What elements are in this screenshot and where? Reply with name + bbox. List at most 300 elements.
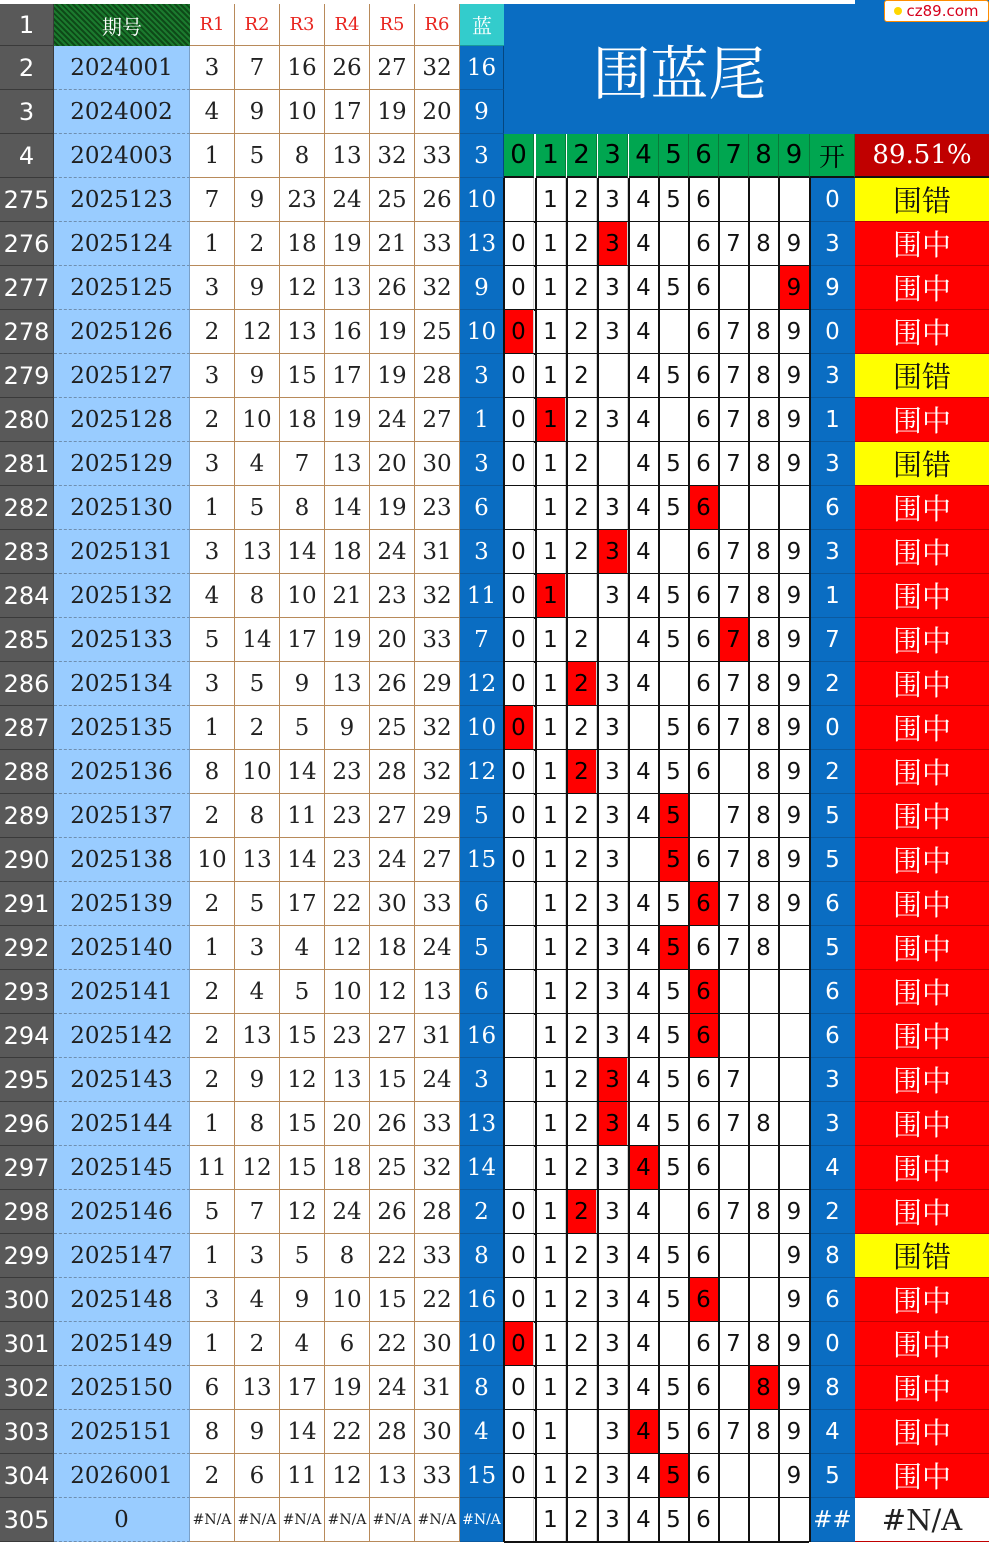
digit-cell[interactable] (567, 574, 597, 618)
red-number-cell[interactable]: 13 (235, 1014, 280, 1058)
digit-cell[interactable] (629, 706, 659, 750)
digit-cell[interactable]: 7 (719, 926, 749, 970)
row-header[interactable]: 285 (0, 618, 54, 662)
row-header[interactable]: 296 (0, 1102, 54, 1146)
digit-cell[interactable]: 7 (719, 530, 749, 574)
period-cell[interactable]: 2025134 (54, 662, 190, 706)
digit-cell[interactable]: 3 (598, 838, 628, 882)
red-number-cell[interactable]: 2 (235, 706, 280, 750)
red-number-cell[interactable]: 14 (235, 618, 280, 662)
digit-cell[interactable]: 3 (598, 970, 628, 1014)
digit-cell[interactable]: 1 (536, 838, 566, 882)
period-cell[interactable]: 2025149 (54, 1322, 190, 1366)
result-cell[interactable]: 围中 (855, 530, 989, 574)
digit-cell[interactable]: 3 (598, 1366, 628, 1410)
result-cell[interactable]: 围错 (855, 442, 989, 486)
period-cell[interactable]: 2025141 (54, 970, 190, 1014)
digit-cell[interactable]: 6 (689, 926, 719, 970)
digit-cell[interactable]: 3 (598, 662, 628, 706)
red-number-cell[interactable]: 5 (280, 706, 325, 750)
result-cell[interactable]: 围错 (855, 1234, 989, 1278)
digit-cell[interactable]: 9 (779, 442, 810, 486)
digit-header-1[interactable]: 1 (536, 134, 566, 178)
red-number-cell[interactable]: 2 (190, 310, 235, 354)
red-number-cell[interactable]: 24 (325, 1190, 370, 1234)
digit-header-6[interactable]: 6 (689, 134, 719, 178)
digit-header-4[interactable]: 4 (629, 134, 659, 178)
red-number-cell[interactable]: #N/A (325, 1498, 370, 1542)
digit-cell[interactable]: 8 (749, 750, 779, 794)
digit-header-7[interactable]: 7 (719, 134, 749, 178)
period-cell[interactable]: 2025136 (54, 750, 190, 794)
digit-cell[interactable]: 1 (536, 266, 566, 310)
row-header[interactable]: 290 (0, 838, 54, 882)
digit-cell[interactable]: 6 (689, 1278, 719, 1322)
digit-cell[interactable]: 6 (689, 662, 719, 706)
red-number-cell[interactable]: 9 (235, 178, 280, 222)
row-header[interactable]: 279 (0, 354, 54, 398)
digit-cell[interactable]: 5 (659, 1102, 689, 1146)
row-header[interactable]: 275 (0, 178, 54, 222)
red-number-cell[interactable]: 9 (235, 354, 280, 398)
result-cell[interactable]: 围中 (855, 706, 989, 750)
digit-cell[interactable]: 4 (629, 750, 659, 794)
digit-cell[interactable]: 8 (749, 310, 779, 354)
row-header[interactable]: 287 (0, 706, 54, 750)
digit-cell[interactable]: 2 (567, 662, 597, 706)
open-number-cell[interactable]: 8 (810, 1234, 855, 1278)
red-number-cell[interactable]: 13 (325, 134, 370, 178)
red-number-cell[interactable]: 15 (280, 1146, 325, 1190)
open-number-cell[interactable]: 0 (810, 310, 855, 354)
result-cell[interactable]: 围中 (855, 1102, 989, 1146)
red-number-cell[interactable]: 25 (370, 178, 415, 222)
digit-cell[interactable]: 6 (689, 1102, 719, 1146)
digit-cell[interactable]: 4 (629, 354, 659, 398)
digit-cell[interactable]: 6 (689, 1454, 719, 1498)
period-cell[interactable]: 2025123 (54, 178, 190, 222)
red-number-cell[interactable]: 24 (370, 838, 415, 882)
digit-cell[interactable]: 3 (598, 1234, 628, 1278)
red-number-cell[interactable]: 27 (370, 46, 415, 90)
open-number-cell[interactable]: 5 (810, 838, 855, 882)
result-cell[interactable]: 围中 (855, 1454, 989, 1498)
digit-cell[interactable]: 6 (689, 1146, 719, 1190)
digit-cell[interactable]: 5 (659, 1014, 689, 1058)
red-number-cell[interactable]: 1 (190, 926, 235, 970)
red-number-cell[interactable]: 9 (235, 1410, 280, 1454)
red-number-cell[interactable]: 13 (325, 1058, 370, 1102)
red-number-cell[interactable]: 19 (370, 354, 415, 398)
digit-cell[interactable] (504, 1014, 534, 1058)
digit-cell[interactable] (749, 970, 779, 1014)
red-number-cell[interactable]: 31 (415, 1014, 460, 1058)
blue-number-cell[interactable]: 10 (460, 310, 504, 354)
red-number-cell[interactable]: 32 (415, 1146, 460, 1190)
red-number-cell[interactable]: 24 (370, 398, 415, 442)
digit-cell[interactable]: 1 (536, 882, 566, 926)
digit-cell[interactable]: 9 (779, 1234, 810, 1278)
row-header[interactable]: 293 (0, 970, 54, 1014)
digit-cell[interactable]: 6 (689, 222, 719, 266)
digit-cell[interactable] (719, 1146, 749, 1190)
digit-cell[interactable] (719, 1498, 749, 1542)
red-number-cell[interactable]: 22 (325, 882, 370, 926)
blue-number-cell[interactable]: 2 (460, 1190, 504, 1234)
digit-cell[interactable]: 7 (719, 618, 749, 662)
result-cell[interactable]: 围中 (855, 1058, 989, 1102)
digit-cell[interactable]: 4 (629, 1322, 659, 1366)
digit-cell[interactable]: 2 (567, 266, 597, 310)
open-number-cell[interactable]: 3 (810, 354, 855, 398)
row-header[interactable]: 276 (0, 222, 54, 266)
digit-cell[interactable] (779, 1014, 810, 1058)
digit-cell[interactable]: 8 (749, 574, 779, 618)
red-number-cell[interactable]: 1 (190, 222, 235, 266)
red-number-cell[interactable]: 23 (280, 178, 325, 222)
digit-cell[interactable] (749, 1146, 779, 1190)
red-number-cell[interactable]: 25 (415, 310, 460, 354)
red-number-cell[interactable]: 10 (235, 750, 280, 794)
result-cell[interactable]: 围中 (855, 1322, 989, 1366)
digit-cell[interactable] (629, 838, 659, 882)
red-number-cell[interactable]: 4 (280, 1322, 325, 1366)
red-number-cell[interactable]: 1 (190, 1234, 235, 1278)
open-number-cell[interactable]: 0 (810, 706, 855, 750)
digit-cell[interactable]: 1 (536, 178, 566, 222)
red-number-cell[interactable]: 8 (190, 1410, 235, 1454)
digit-cell[interactable]: 1 (536, 750, 566, 794)
digit-cell[interactable]: 8 (749, 1102, 779, 1146)
red-number-cell[interactable]: 8 (280, 134, 325, 178)
row-header[interactable]: 2 (0, 46, 54, 90)
digit-cell[interactable]: 9 (779, 266, 810, 310)
period-cell[interactable]: 0 (54, 1498, 190, 1542)
digit-cell[interactable]: 7 (719, 310, 749, 354)
digit-cell[interactable]: 3 (598, 1014, 628, 1058)
digit-cell[interactable]: 1 (536, 1454, 566, 1498)
digit-cell[interactable] (719, 1014, 749, 1058)
red-number-cell[interactable]: 8 (235, 794, 280, 838)
digit-cell[interactable]: 1 (536, 1498, 566, 1542)
red-number-cell[interactable]: 7 (235, 46, 280, 90)
red-number-cell[interactable]: 29 (415, 662, 460, 706)
red-number-cell[interactable]: 28 (370, 750, 415, 794)
row-header[interactable]: 286 (0, 662, 54, 706)
row-header[interactable]: 288 (0, 750, 54, 794)
period-cell[interactable]: 2025132 (54, 574, 190, 618)
open-number-cell[interactable]: 0 (810, 1322, 855, 1366)
digit-cell[interactable]: 3 (598, 1410, 628, 1454)
red-number-cell[interactable]: 32 (415, 46, 460, 90)
red-number-cell[interactable]: 26 (370, 266, 415, 310)
row-header[interactable]: 302 (0, 1366, 54, 1410)
red-number-cell[interactable]: 3 (190, 354, 235, 398)
r-header-4[interactable]: R4 (325, 4, 370, 46)
red-number-cell[interactable]: 2 (235, 222, 280, 266)
digit-cell[interactable] (749, 1454, 779, 1498)
red-number-cell[interactable]: 23 (325, 750, 370, 794)
red-number-cell[interactable]: 26 (370, 662, 415, 706)
red-number-cell[interactable]: 10 (280, 90, 325, 134)
digit-cell[interactable]: 7 (719, 662, 749, 706)
digit-cell[interactable]: 9 (779, 1366, 810, 1410)
digit-cell[interactable]: 3 (598, 706, 628, 750)
digit-cell[interactable]: 9 (779, 618, 810, 662)
digit-cell[interactable]: 9 (779, 354, 810, 398)
digit-cell[interactable]: 3 (598, 398, 628, 442)
row-header[interactable]: 292 (0, 926, 54, 970)
digit-cell[interactable]: 0 (504, 618, 534, 662)
red-number-cell[interactable]: 28 (415, 1190, 460, 1234)
digit-cell[interactable]: 1 (536, 1278, 566, 1322)
result-cell[interactable]: 围中 (855, 750, 989, 794)
period-cell[interactable]: 2025142 (54, 1014, 190, 1058)
red-number-cell[interactable]: 18 (280, 398, 325, 442)
digit-cell[interactable] (779, 178, 810, 222)
digit-cell[interactable]: 0 (504, 266, 534, 310)
digit-cell[interactable] (779, 970, 810, 1014)
r-header-2[interactable]: R2 (235, 4, 280, 46)
digit-cell[interactable]: 2 (567, 1190, 597, 1234)
open-number-cell[interactable]: 6 (810, 970, 855, 1014)
red-number-cell[interactable]: #N/A (280, 1498, 325, 1542)
row-header[interactable]: 281 (0, 442, 54, 486)
digit-cell[interactable]: 8 (749, 618, 779, 662)
red-number-cell[interactable]: 10 (190, 838, 235, 882)
digit-cell[interactable]: 3 (598, 750, 628, 794)
digit-cell[interactable]: 2 (567, 1234, 597, 1278)
r-header-5[interactable]: R5 (370, 4, 415, 46)
blue-number-cell[interactable]: 1 (460, 398, 504, 442)
digit-cell[interactable] (659, 222, 689, 266)
red-number-cell[interactable]: 14 (280, 530, 325, 574)
digit-cell[interactable] (749, 486, 779, 530)
digit-cell[interactable]: 6 (689, 1366, 719, 1410)
period-cell[interactable]: 2025145 (54, 1146, 190, 1190)
red-number-cell[interactable]: 28 (415, 354, 460, 398)
digit-cell[interactable]: 5 (659, 706, 689, 750)
red-number-cell[interactable]: 2 (190, 398, 235, 442)
digit-cell[interactable]: 7 (719, 398, 749, 442)
digit-cell[interactable]: 3 (598, 486, 628, 530)
digit-cell[interactable]: 7 (719, 354, 749, 398)
digit-cell[interactable]: 6 (689, 1322, 719, 1366)
blue-number-cell[interactable]: 14 (460, 1146, 504, 1190)
result-cell[interactable]: 围中 (855, 1278, 989, 1322)
digit-cell[interactable]: 2 (567, 1146, 597, 1190)
row-header[interactable]: 282 (0, 486, 54, 530)
digit-cell[interactable] (659, 662, 689, 706)
digit-cell[interactable]: 0 (504, 838, 534, 882)
red-number-cell[interactable]: 33 (415, 134, 460, 178)
digit-cell[interactable]: 7 (719, 882, 749, 926)
open-number-cell[interactable]: 1 (810, 398, 855, 442)
digit-cell[interactable] (719, 1278, 749, 1322)
digit-cell[interactable]: 1 (536, 222, 566, 266)
red-number-cell[interactable]: 3 (235, 1234, 280, 1278)
period-cell[interactable]: 2024002 (54, 90, 190, 134)
blue-number-cell[interactable]: 12 (460, 750, 504, 794)
digit-cell[interactable]: 5 (659, 970, 689, 1014)
digit-cell[interactable]: 9 (779, 882, 810, 926)
red-number-cell[interactable]: 17 (280, 882, 325, 926)
digit-cell[interactable]: 2 (567, 486, 597, 530)
digit-cell[interactable]: 4 (629, 1102, 659, 1146)
row-header[interactable]: 299 (0, 1234, 54, 1278)
period-cell[interactable]: 2025131 (54, 530, 190, 574)
red-number-cell[interactable]: 25 (370, 1146, 415, 1190)
digit-cell[interactable]: 1 (536, 1322, 566, 1366)
red-number-cell[interactable]: 10 (325, 970, 370, 1014)
red-number-cell[interactable]: 5 (280, 970, 325, 1014)
blue-number-cell[interactable]: 3 (460, 1058, 504, 1102)
digit-cell[interactable]: 0 (504, 750, 534, 794)
digit-cell[interactable]: 6 (689, 398, 719, 442)
digit-cell[interactable]: 3 (598, 794, 628, 838)
digit-cell[interactable]: 6 (689, 838, 719, 882)
digit-cell[interactable]: 7 (719, 1102, 749, 1146)
r-header-6[interactable]: R6 (415, 4, 460, 46)
blue-number-cell[interactable]: 4 (460, 1410, 504, 1454)
digit-cell[interactable]: 4 (629, 1234, 659, 1278)
digit-cell[interactable]: 6 (689, 1234, 719, 1278)
blue-number-cell[interactable]: 16 (460, 46, 504, 90)
blue-number-cell[interactable]: 3 (460, 442, 504, 486)
red-number-cell[interactable]: 25 (370, 706, 415, 750)
digit-cell[interactable]: 4 (629, 530, 659, 574)
row-header[interactable]: 294 (0, 1014, 54, 1058)
digit-cell[interactable]: 4 (629, 1410, 659, 1454)
red-number-cell[interactable]: 12 (235, 310, 280, 354)
digit-cell[interactable]: 1 (536, 794, 566, 838)
row-header[interactable]: 298 (0, 1190, 54, 1234)
period-cell[interactable]: 2024003 (54, 134, 190, 178)
open-number-cell[interactable]: 7 (810, 618, 855, 662)
red-number-cell[interactable]: 32 (415, 266, 460, 310)
period-cell[interactable]: 2024001 (54, 46, 190, 90)
blue-number-cell[interactable]: 13 (460, 1102, 504, 1146)
red-number-cell[interactable]: 26 (370, 1190, 415, 1234)
digit-cell[interactable]: 5 (659, 266, 689, 310)
red-number-cell[interactable]: 13 (325, 662, 370, 706)
digit-cell[interactable]: 4 (629, 266, 659, 310)
red-number-cell[interactable]: 17 (280, 618, 325, 662)
red-number-cell[interactable]: 19 (325, 1366, 370, 1410)
red-number-cell[interactable]: 24 (370, 1366, 415, 1410)
row-header[interactable]: 297 (0, 1146, 54, 1190)
digit-cell[interactable] (659, 1322, 689, 1366)
digit-cell[interactable]: 1 (536, 1102, 566, 1146)
digit-cell[interactable]: 0 (504, 1234, 534, 1278)
blue-number-cell[interactable]: 7 (460, 618, 504, 662)
digit-cell[interactable]: 2 (567, 1278, 597, 1322)
red-number-cell[interactable]: 6 (325, 1322, 370, 1366)
red-number-cell[interactable]: 19 (325, 618, 370, 662)
red-number-cell[interactable]: 12 (235, 1146, 280, 1190)
open-number-cell[interactable]: 5 (810, 926, 855, 970)
red-number-cell[interactable]: #N/A (370, 1498, 415, 1542)
digit-cell[interactable] (719, 1366, 749, 1410)
digit-cell[interactable]: 9 (779, 310, 810, 354)
digit-cell[interactable]: 1 (536, 354, 566, 398)
result-cell[interactable]: 围中 (855, 222, 989, 266)
red-number-cell[interactable]: 2 (190, 1014, 235, 1058)
red-number-cell[interactable]: 12 (280, 1058, 325, 1102)
red-number-cell[interactable]: 23 (370, 574, 415, 618)
digit-cell[interactable]: 0 (504, 310, 534, 354)
open-number-cell[interactable]: 3 (810, 1102, 855, 1146)
digit-cell[interactable]: 8 (749, 1366, 779, 1410)
red-number-cell[interactable]: 16 (280, 46, 325, 90)
period-cell[interactable]: 2025128 (54, 398, 190, 442)
digit-cell[interactable]: 2 (567, 970, 597, 1014)
row-header[interactable]: 291 (0, 882, 54, 926)
result-cell[interactable]: 围中 (855, 838, 989, 882)
red-number-cell[interactable]: 22 (370, 1234, 415, 1278)
digit-cell[interactable]: 1 (536, 1146, 566, 1190)
red-number-cell[interactable]: 2 (190, 970, 235, 1014)
red-number-cell[interactable]: 17 (280, 1366, 325, 1410)
digit-cell[interactable]: 1 (536, 1014, 566, 1058)
red-number-cell[interactable]: 5 (235, 486, 280, 530)
red-number-cell[interactable]: 22 (415, 1278, 460, 1322)
red-number-cell[interactable]: 3 (190, 1278, 235, 1322)
digit-cell[interactable]: 5 (659, 1234, 689, 1278)
row-header[interactable]: 303 (0, 1410, 54, 1454)
digit-cell[interactable]: 7 (719, 1322, 749, 1366)
period-cell[interactable]: 2025140 (54, 926, 190, 970)
digit-cell[interactable]: 4 (629, 178, 659, 222)
digit-cell[interactable]: 0 (504, 1454, 534, 1498)
period-cell[interactable]: 2025151 (54, 1410, 190, 1454)
digit-cell[interactable] (749, 1234, 779, 1278)
digit-cell[interactable]: 8 (749, 1190, 779, 1234)
digit-cell[interactable]: 7 (719, 442, 749, 486)
digit-cell[interactable] (504, 926, 534, 970)
digit-cell[interactable] (779, 486, 810, 530)
digit-cell[interactable]: 9 (779, 1190, 810, 1234)
blue-number-cell[interactable]: 3 (460, 134, 504, 178)
open-number-cell[interactable]: 3 (810, 530, 855, 574)
digit-cell[interactable] (598, 618, 628, 662)
open-number-cell[interactable]: 0 (810, 178, 855, 222)
digit-cell[interactable]: 6 (689, 1190, 719, 1234)
blue-number-cell[interactable]: 3 (460, 530, 504, 574)
period-header[interactable]: 期号 (54, 4, 190, 46)
period-cell[interactable]: 2025148 (54, 1278, 190, 1322)
red-number-cell[interactable]: 21 (370, 222, 415, 266)
open-number-cell[interactable]: 6 (810, 1014, 855, 1058)
blue-number-cell[interactable]: 9 (460, 266, 504, 310)
red-number-cell[interactable]: 2 (190, 1058, 235, 1102)
open-number-cell[interactable]: 2 (810, 750, 855, 794)
blue-number-cell[interactable]: 5 (460, 794, 504, 838)
digit-cell[interactable] (504, 1102, 534, 1146)
digit-cell[interactable]: 0 (504, 222, 534, 266)
red-number-cell[interactable]: 23 (325, 838, 370, 882)
period-cell[interactable]: 2025125 (54, 266, 190, 310)
red-number-cell[interactable]: 33 (415, 618, 460, 662)
digit-cell[interactable]: 8 (749, 926, 779, 970)
row-header[interactable]: 295 (0, 1058, 54, 1102)
red-number-cell[interactable]: 30 (415, 1410, 460, 1454)
digit-cell[interactable]: 1 (536, 442, 566, 486)
red-number-cell[interactable]: 14 (325, 486, 370, 530)
digit-cell[interactable]: 4 (629, 574, 659, 618)
digit-cell[interactable]: 7 (719, 574, 749, 618)
digit-cell[interactable]: 1 (536, 310, 566, 354)
